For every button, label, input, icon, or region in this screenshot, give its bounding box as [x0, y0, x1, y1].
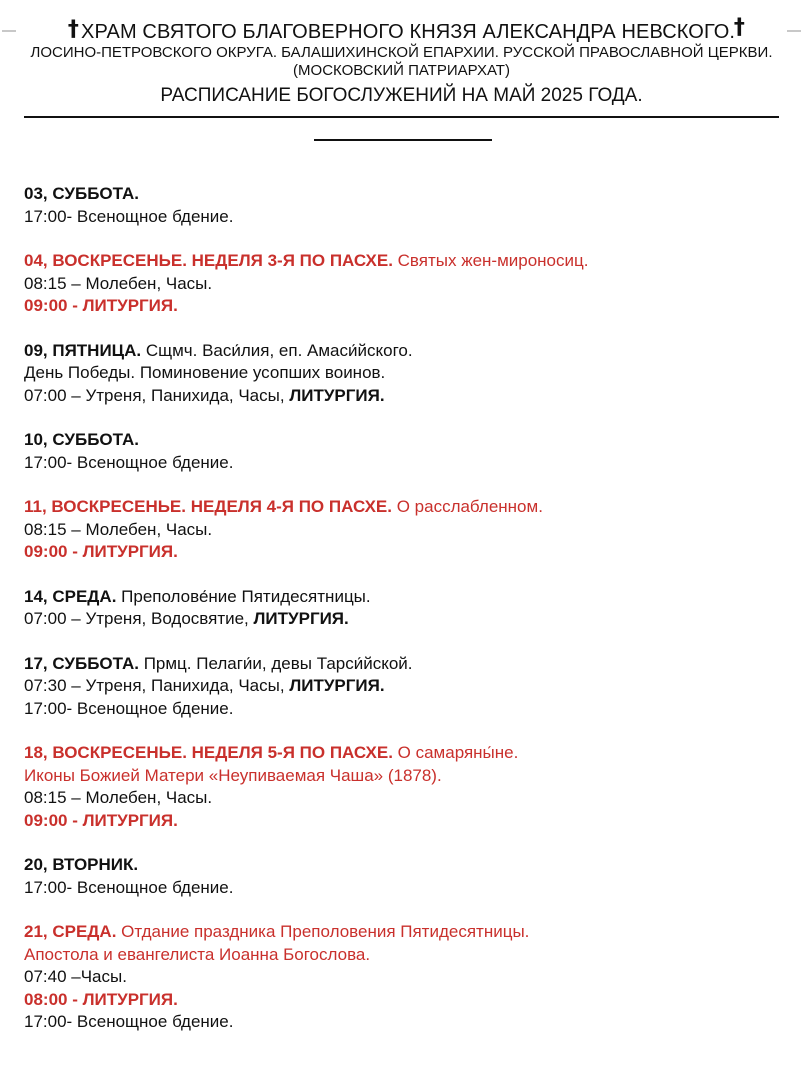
schedule-day-14 [24, 586, 783, 631]
service-text: 07:00 – Утреня, Водосвятие, [24, 609, 254, 628]
church-title: ХРАМ СВЯТОГО БЛАГОВЕРНОГО КНЯЗЯ АЛЕКСАНДРА НЕВСКОГО. [81, 21, 736, 43]
schedule-day-09 [24, 340, 783, 408]
divider-line [24, 116, 779, 118]
document-header [0, 0, 803, 141]
divider-line-short [314, 139, 492, 141]
day-heading: 14, СРЕДА. [24, 586, 117, 606]
service-line: 07:40 –Часы. [24, 967, 127, 986]
service-line [24, 608, 783, 631]
service-line: 17:00- Всенощное бдение. [24, 1012, 234, 1031]
feast-name: Преполове́ние Пятидесятницы. [116, 586, 371, 606]
schedule-day-21 [24, 921, 783, 1034]
feast-name: Сщмч. Васи́лия, еп. Амаси́йского. [141, 340, 413, 360]
orthodox-cross-icon: † [67, 17, 80, 42]
liturgy-line: 08:00 - ЛИТУРГИЯ. [24, 989, 178, 1009]
service-text: 07:30 – Утреня, Панихида, Часы, [24, 676, 290, 695]
service-line: 17:00- Всенощное бдение. [24, 698, 234, 718]
schedule-day-04 [24, 250, 783, 318]
service-line: 17:00- Всенощное бдение. [24, 206, 234, 226]
service-line: 17:00- Всенощное бдение. [24, 452, 234, 472]
day-heading: 11, ВОСКРЕСЕНЬЕ. НЕДЕЛЯ 4-Я ПО ПАСХЕ. [24, 497, 392, 516]
church-title-row [0, 15, 803, 44]
liturgy-line: 09:00 - ЛИТУРГИЯ. [24, 810, 178, 830]
liturgy-line: 09:00 - ЛИТУРГИЯ. [24, 296, 178, 315]
service-line: 08:15 – Молебен, Часы. [24, 273, 213, 293]
day-heading-line [24, 742, 783, 765]
day-heading: 09, ПЯТНИЦА. [24, 340, 142, 360]
feast-name: О самаряны́не. [392, 743, 519, 762]
liturgy-label: ЛИТУРГИЯ. [253, 609, 349, 628]
schedule-day-20 [24, 854, 783, 899]
icon-feast-line: Иконы Божией Матери «Неупиваемая Чаша» (1878). [24, 765, 442, 785]
day-heading-line [24, 250, 783, 273]
schedule-list [24, 183, 783, 1056]
liturgy-label: ЛИТУРГИЯ. [289, 385, 385, 405]
day-heading-line [24, 586, 783, 609]
schedule-day-03 [24, 183, 783, 228]
orthodox-cross-icon-right: † [733, 15, 745, 40]
patriarchate-line: (МОСКОВСКИЙ ПАТРИАРХАТ) [293, 62, 510, 79]
schedule-day-18 [24, 742, 783, 832]
feast-name: Святых жен-мироносиц. [392, 251, 589, 270]
day-heading: 17, СУББОТА. [24, 653, 139, 673]
day-heading: 18, ВОСКРЕСЕНЬЕ. НЕДЕЛЯ 5-Я ПО ПАСХЕ. [24, 743, 393, 762]
schedule-day-17 [24, 653, 783, 721]
day-heading: 04, ВОСКРЕСЕНЬЕ. НЕДЕЛЯ 3-Я ПО ПАСХЕ. [24, 251, 393, 270]
day-heading: 10, СУББОТА. [24, 430, 139, 449]
day-heading-line [24, 340, 783, 363]
saint-line: Апостола и евангелиста Иоанна Богослова. [24, 944, 371, 964]
feast-name: О расслабленном. [391, 497, 543, 516]
schedule-title: РАСПИСАНИЕ БОГОСЛУЖЕНИЙ НА МАЙ 2025 ГОДА. [160, 85, 643, 106]
day-heading: 21, СРЕДА. [24, 922, 117, 941]
service-line: 17:00- Всенощное бдение. [24, 877, 234, 897]
day-heading: 20, ВТОРНИК. [24, 855, 139, 874]
day-heading-line [24, 653, 783, 676]
liturgy-label: ЛИТУРГИЯ. [289, 676, 385, 695]
schedule-day-11 [24, 496, 783, 564]
schedule-day-10 [24, 429, 783, 474]
liturgy-line: 09:00 - ЛИТУРГИЯ. [24, 542, 178, 561]
feast-name: Отдание праздника Преполовения Пятидесятницы. [116, 922, 530, 941]
feast-name: Прмц. Пелаги́и, девы Тарси́йской. [138, 653, 413, 673]
commemoration-line: День Победы. Поминовение усопших воинов. [24, 363, 386, 382]
service-line: 08:15 – Молебен, Часы. [24, 788, 213, 807]
diocese-line: ЛОСИНО-ПЕТРОВСКОГО ОКРУГА. БАЛАШИХИНСКОЙ ЕПАРХИИ. РУССКОЙ ПРАВОСЛАВНОЙ ЦЕРКВИ. [30, 44, 773, 61]
service-line [24, 385, 783, 408]
service-line: 08:15 – Молебен, Часы. [24, 519, 213, 539]
day-heading-line [24, 496, 783, 519]
service-text: 07:00 – Утреня, Панихида, Часы, [24, 385, 290, 405]
day-heading: 03, СУББОТА. [24, 184, 139, 203]
day-heading-line [24, 921, 783, 944]
service-line [24, 675, 783, 698]
